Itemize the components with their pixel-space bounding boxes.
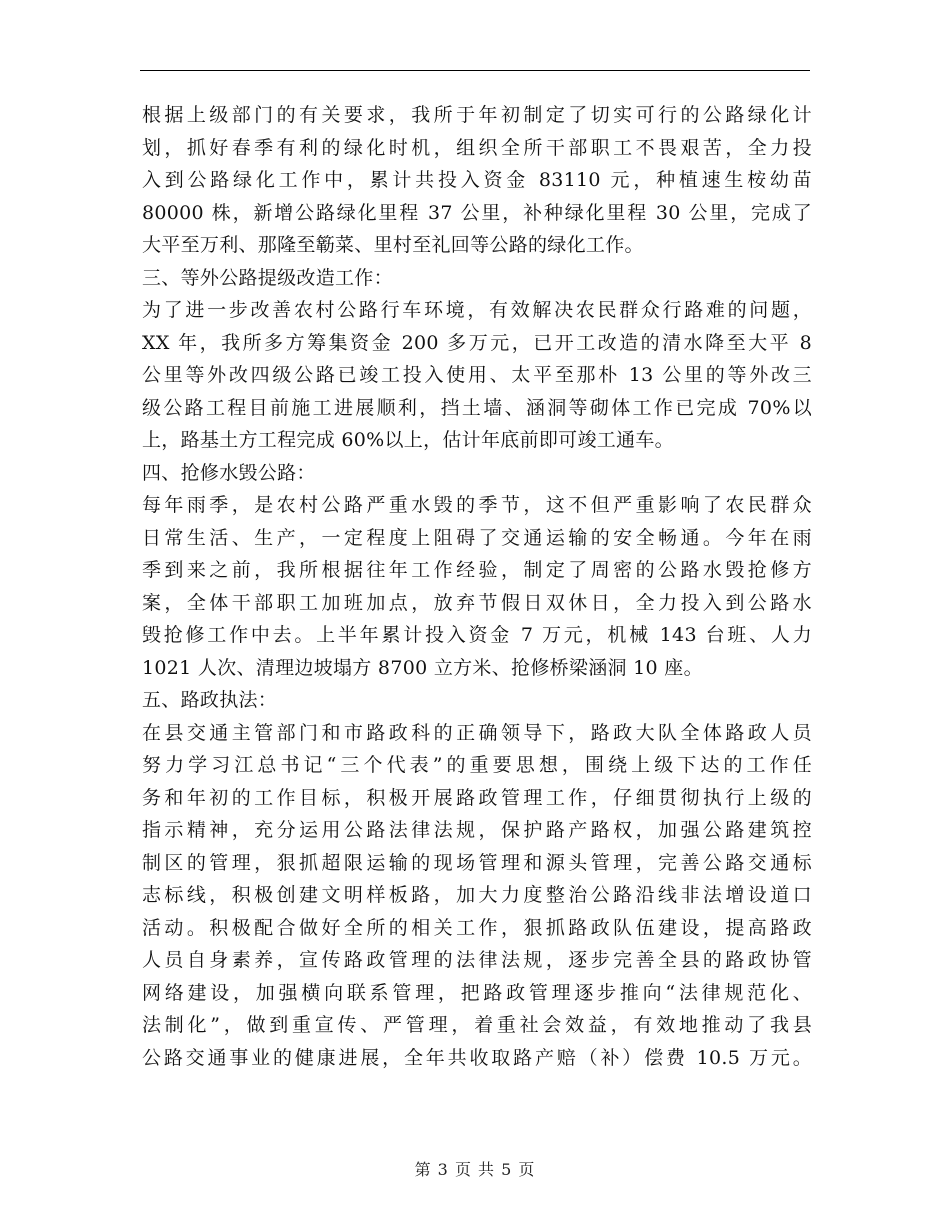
text-line: 志标线，积极创建文明样板路，加大力度整治公路沿线非法增设道口 [142,884,812,906]
header-rule [140,70,810,71]
text-line: 努力学习江总书记“三个代表”的重要思想，围绕上级下达的工作任 [142,754,812,776]
text-line: 划，抓好春季有利的绿化时机，组织全所干部职工不畏艰苦，全力投 [142,136,812,159]
text-line: 务和年初的工作目标，积极开展路政管理工作，仔细贯彻执行上级的 [142,786,812,809]
text-line: 级公路工程目前施工进展顺利，挡土墙、涵洞等砌体工作已完成 70%以 [142,396,812,419]
text-line: 五、路政执法： [142,689,278,711]
text-line: 三、等外公路提级改造工作： [142,266,393,289]
text-line: 每年雨季，是农村公路严重水毁的季节，这不但严重影响了农民群众 [142,494,812,516]
text-line: 毁抢修工作中去。上半年累计投入资金 7 万元，机械 143 台班、人力 [142,624,812,646]
text-line: 根据上级部门的有关要求，我所于年初制定了切实可行的公路绿化计 [142,104,812,126]
text-line: 入到公路绿化工作中，累计共投入资金 83110 元，种植速生桉幼苗 [142,169,812,191]
text-line: 1021 人次、清理边坡塌方 8700 立方米、抢修桥梁涵洞 10 座。 [142,656,703,679]
text-line: 制区的管理，狠抓超限运输的现场管理和源头管理，完善公路交通标 [142,851,812,874]
text-line: XX 年，我所多方筹集资金 200 多万元，已开工改造的清水降至大平 8 [142,331,812,354]
text-line: 法制化”，做到重宣传、严管理，着重社会效益，有效地推动了我县 [142,1014,812,1036]
text-line: 四、抢修水毁公路： [142,461,316,484]
text-line: 日常生活、生产，一定程度上阻碍了交通运输的安全畅通。今年在雨 [142,526,812,549]
text-line: 上，路基土方工程完成 60%以上，估计年底前即可竣工通车。 [142,429,674,451]
text-line: 人员自身素养，宣传路政管理的法律法规，逐步完善全县的路政协管 [142,949,812,971]
text-line: 案，全体干部职工加班加点，放弃节假日双休日，全力投入到公路水 [142,591,812,614]
text-line: 网络建设，加强横向联系管理，把路政管理逐步推向“法律规范化、 [142,981,812,1004]
text-line: 为了进一步改善农村公路行车环境，有效解决农民群众行路难的问题， [142,299,812,321]
text-line: 在县交通主管部门和市路政科的正确领导下，路政大队全体路政人员 [142,721,812,744]
text-line: 80000 株，新增公路绿化里程 37 公里，补种绿化里程 30 公里，完成了 [142,201,812,224]
text-line: 公里等外改四级公路已竣工投入使用、太平至那朴 13 公里的等外改三 [142,364,812,386]
text-line: 活动。积极配合做好全所的相关工作，狠抓路政队伍建设，提高路政 [142,916,812,939]
document-body [142,99,812,1074]
text-line: 指示精神，充分运用公路法律法规，保护路产路权，加强公路建筑控 [142,819,812,841]
text-line: 大平至万利、那隆至簕菜、里村至礼回等公路的绿化工作。 [142,234,644,256]
text-line: 季到来之前，我所根据往年工作经验，制定了周密的公路水毁抢修方 [142,559,812,581]
page-footer: 第 3 页 共 5 页 [414,1160,536,1179]
text-line: 公路交通事业的健康进展，全年共收取路产赔（补）偿费 10.5 万元。 [142,1046,812,1069]
